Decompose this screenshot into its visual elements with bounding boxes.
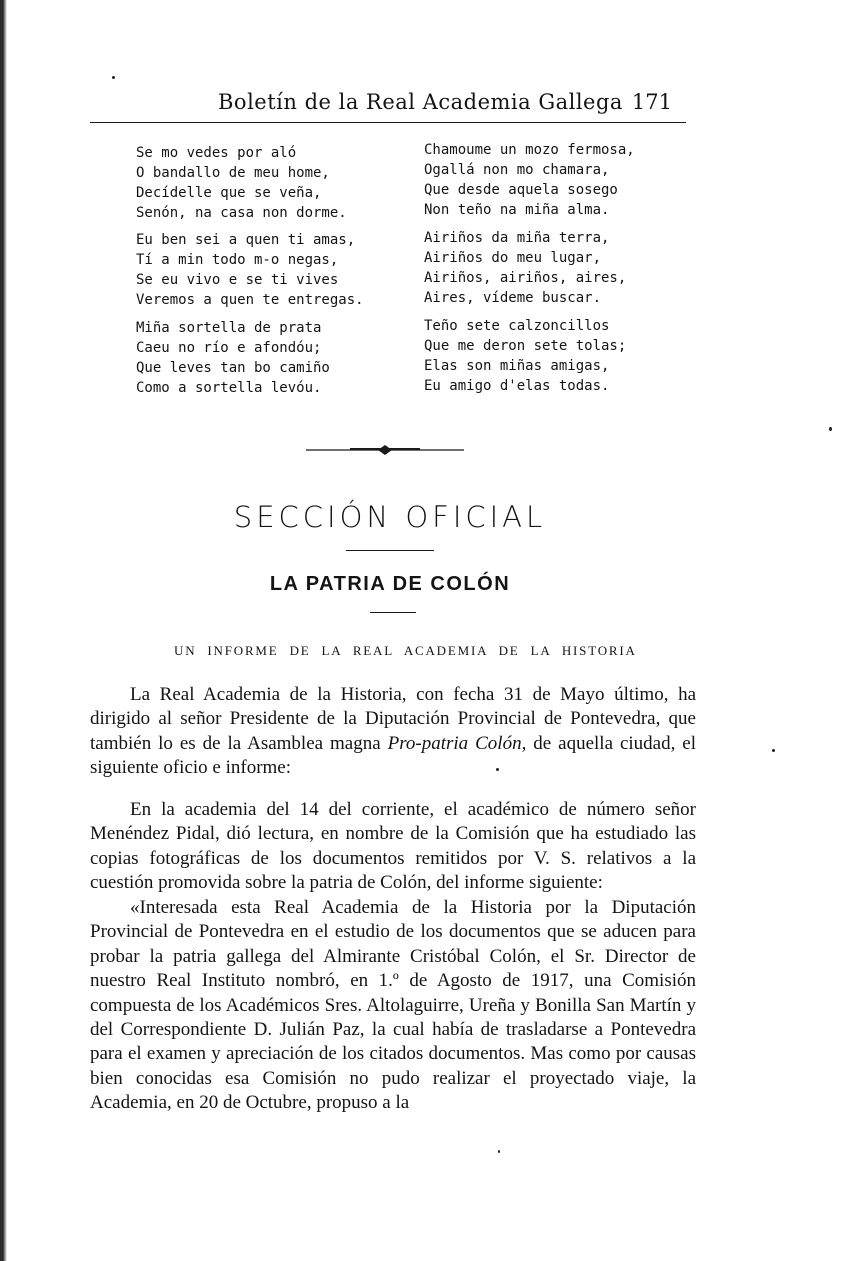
paragraph-intro-after: , de aquella ciudad, el siguiente oficio e informe:: [90, 732, 696, 779]
print-speck: [498, 1150, 500, 1153]
section-title: SECCIÓN OFICIAL: [233, 500, 547, 534]
poem-stanza-right-2: Airiños da miña terra, Airiños do meu lugar, Airiños, airiños, aires, Aires, vídeme buscar.: [424, 230, 627, 306]
poem-stanza-right-3: Teño sete calzoncillos Que me deron sete tolas; Elas son miñas amigas, Eu amigo d'elas todas.: [424, 318, 627, 394]
paragraph-report: «Interesada esta Real Academia de la Historia por la Diputación Provincial de Pontevedra en el estudio de los documentos que se aducen para probar la patria gallega del Almirante Cristóbal Colón, el Sr. Director de nuestro Real Instituto nombró, en 1.º de Agosto de 1917, una Comisión compuesta de los Académicos Sres. Altolaguirre, Ureña y Bonilla San Martín y del Correspondiente D. Julián Paz, la cual había de trasladarse a Pontevedra para el examen y apreciación de los citados documentos. Mas como por causas bien conocidas esa Comisión no pudo realizar el proyectado viaje, la Academia, en 20 de Octubre, propuso a la: [90, 897, 696, 1114]
print-speck: [829, 427, 832, 431]
print-speck: [496, 768, 499, 771]
page-binding-edge: [0, 0, 8, 1261]
section-rule: [346, 550, 434, 551]
fleuron-divider-icon: [300, 443, 470, 457]
paragraph-intro-italic: Pro-patria Colón: [387, 732, 522, 754]
journal-title: Boletín de la Real Academia Gallega: [218, 90, 623, 114]
print-speck: [772, 749, 775, 752]
poem-stanza-left-3: Miña sortella de prata Caeu no río e afondóu; Que leves tan bo camiño Como a sortella levóu.: [136, 320, 330, 396]
poem-stanza-left-2: Eu ben sei a quen ti amas, Tí a min todo m-o negas, Se eu vivo e se ti vives Veremos a quen te entregas.: [136, 232, 364, 308]
title-rule: [370, 612, 416, 613]
running-header: [90, 88, 686, 123]
article-title: LA PATRIA DE COLÓN: [269, 573, 511, 595]
print-speck: [112, 76, 115, 79]
page-number: 171: [631, 90, 672, 114]
article-subtitle: UN INFORME DE LA REAL ACADEMIA DE LA HISTORIA: [174, 643, 637, 658]
paragraph-academy-session: En la academia del 14 del corriente, el académico de número señor Menéndez Pidal, dió lectura, en nombre de la Comisión que ha estudiado las copias fotográficas de los documentos remitidos por V. S. relativos a la cuestión promovida sobre la patria de Colón, del informe siguiente:: [90, 799, 696, 894]
poem-stanza-left-1: Se mo vedes por aló O bandallo de meu home, Decídelle que se veña, Senón, na casa non dorme.: [136, 145, 347, 221]
poem-stanza-right-1: Chamoume un mozo fermosa, Ogallá non mo chamara, Que desde aquela sosego Non teño na miña alma.: [424, 142, 635, 218]
paragraph-intro-before: La Real Academia de la Historia, con fecha 31 de Mayo último, ha dirigido al señor Presidente de la Diputación Provincial de Pontevedra, que también lo es de la Asamblea magna: [90, 684, 696, 754]
paragraph-intro: [90, 683, 696, 781]
